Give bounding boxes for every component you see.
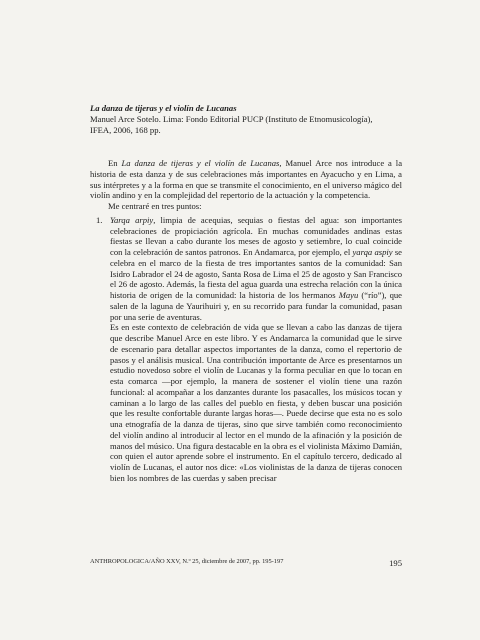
journal-citation: ANTHROPOLOGICA/AÑO XXV, N.º 25, diciembre de 2007, pp. 195-197: [90, 558, 284, 565]
list-number: 1.: [96, 214, 103, 225]
term-mayu: Mayu: [338, 290, 359, 300]
item-text-c: (“río”), que salen de la laguna de Yaurihuiri y, en su recorrido para fundar la comunidad, pasan por una serie de aventuras.: [110, 290, 402, 322]
intro-prefix: En: [108, 158, 122, 168]
term-yarqa-aspiy: yarqa aspiy: [352, 247, 393, 257]
intro-paragraph: [90, 158, 402, 201]
page-footer: [90, 558, 402, 568]
item-text-b: se celebra en el marco de la fiesta de tres importantes santos de la comunidad: San Isidro Labrador el 24 de agosto, Santa Rosa de Lima el 25 de agosto y San Francisco el 26 de agosto. Además, la fiesta del agua guarda una estrecha relación con la única historia de origen de la comunidad: la historia de los hermanos: [110, 247, 402, 300]
intro-text: Manuel Arce nos introduce a la historia de esta danza y de sus celebraciones más importantes en Ayacucho y en Lima, a sus intérpretes y a la forma en que se transmite el conocimiento, en el universo mágico del violín andino y en la complejidad del repertorio de la actuación y la competencia.: [90, 158, 403, 201]
page-number: 195: [389, 558, 402, 568]
citation-line-1: Manuel Arce Sotelo. Lima: Fondo Editorial PUCP (Instituto de Etnomusicología),: [90, 114, 373, 125]
book-title: La danza de tijeras y el violín de Lucanas: [90, 103, 237, 113]
review-body: [90, 158, 402, 484]
item-text-a: , limpia de acequias, sequias o fiestas del agua: son importantes celebraciones de propiciación agrícola. En muchas comunidades andinas estas fiestas se llevan a cabo durante los meses de agosto y setiembre, lo cual coincide con la celebración de santos patronos. En Andamarca, por ejemplo, el: [110, 214, 402, 257]
term-yarqa-arpiy: Yarqa arpiy: [110, 214, 154, 225]
review-header: [90, 103, 400, 137]
intro-italic-title: La danza de tijeras y el violín de Lucanas,: [121, 158, 282, 168]
list-item-1-paragraph-2: Es en este contexto de celebración de vida que se llevan a cabo las danzas de tijera que describe Manuel Arce en este libro. Y es Andamarca la comunidad que le sirve de escenario para detallar aspectos importantes de la danza, como el repertorio de pasos y el análisis musical. Una contribución importante de Arce es presentarnos un estudio novedoso sobre el violín de Lucanas y la forma peculiar en que lo tocan en esta comarca —por ejemplo, la manera de sostener el violín tiene una razón funcional: al acompañar a los danzantes durante los pasacalles, los músicos tocan y caminan a lo largo de las calles del pueblo en fiesta, y deben buscar una posición que les resulte confortable durante largas horas—. Puede decirse que esta no es solo una etnografía de la danza de tijeras, sino que sirve también como reconocimiento del violín andino al introducir al lector en el mundo de la afinación y la posición de manos del músico. Una figura destacable en la obra es el violinista Máximo Damián, con quien el autor aprende sobre el instrumento. En el capítulo tercero, dedicado al violín de Lucanas, el autor nos dice: «Los violinistas de la danza de tijeras conocen bien los nombres de las cuerdas y saben precisar: [110, 322, 402, 483]
citation-line-2: IFEA, 2006, 168 pp.: [90, 125, 161, 136]
list-item-1: [90, 215, 402, 484]
list-item-1-paragraph-1: [110, 215, 402, 323]
points-intro: Me centraré en tres puntos:: [108, 201, 202, 211]
